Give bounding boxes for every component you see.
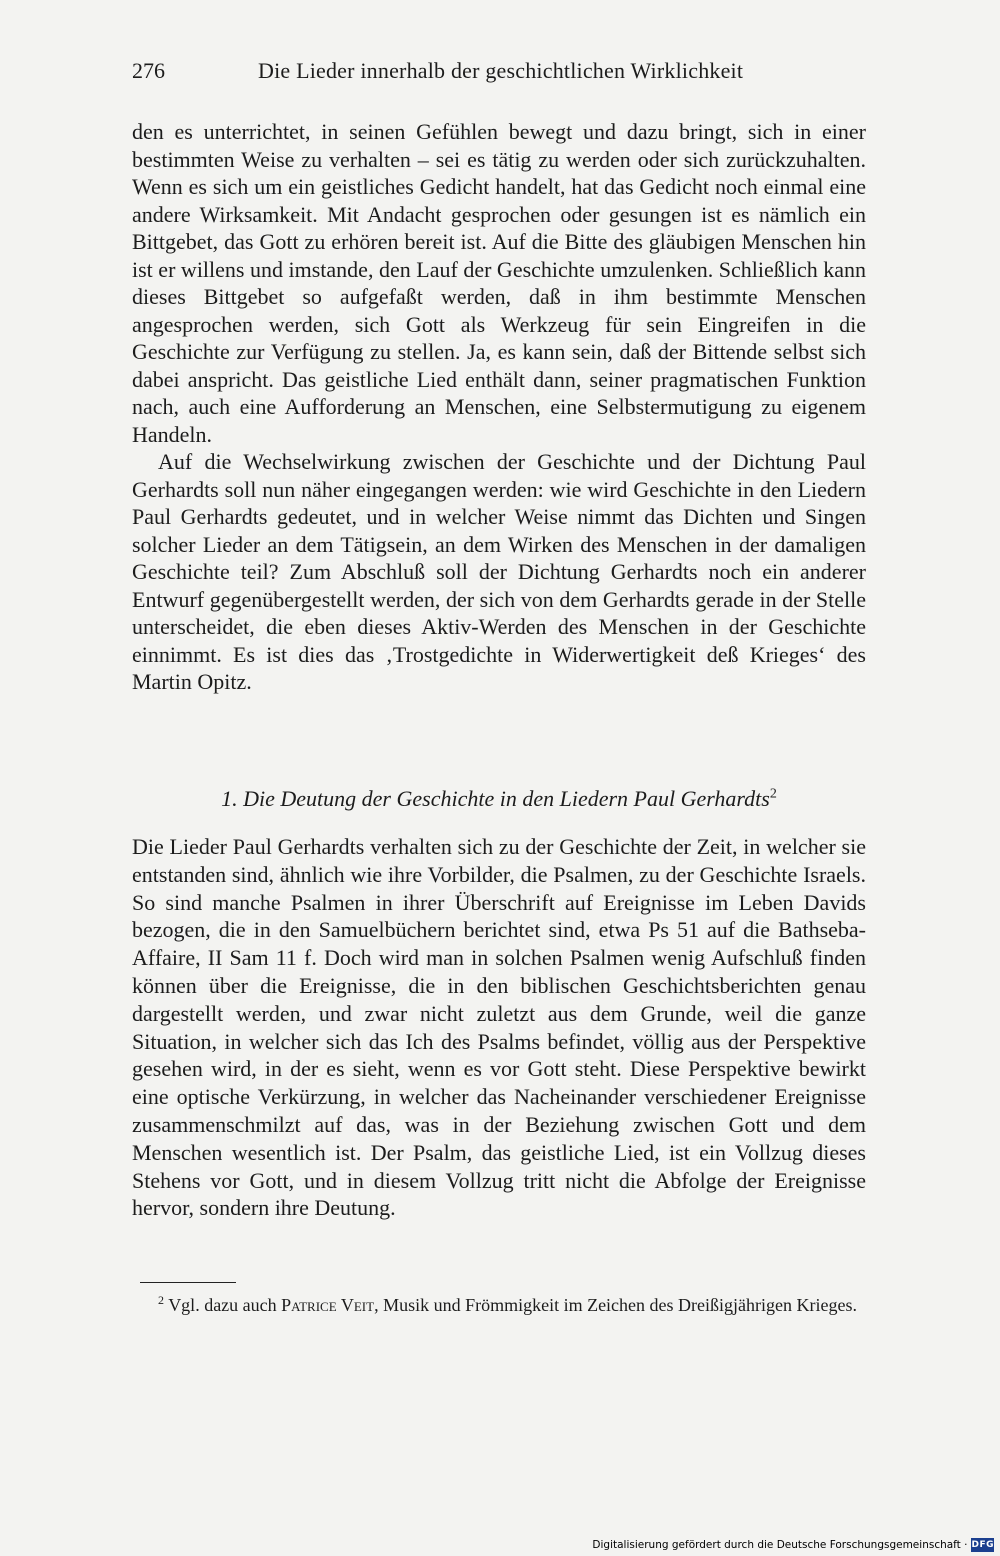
footnote xyxy=(132,1294,866,1317)
footnote-mark: 2 xyxy=(158,1293,164,1307)
footnote-prefix: Vgl. dazu auch xyxy=(168,1295,277,1315)
body-text xyxy=(132,118,866,696)
running-title: Die Lieder innerhalb der geschichtlichen Wirklichkeit xyxy=(258,58,744,83)
paragraph: Auf die Wechselwirkung zwischen der Geschichte und der Dichtung Paul Gerhardts soll nun näher eingegangen werden: wie wird Geschichte in den Liedern Paul Gerhardts gedeutet, und in welcher Weise nimmt das Dichten und Singen solcher Lieder an dem Tätigsein, an dem Wirken des Menschen in der damaligen Geschichte teil? Zum Abschluß soll der Dichtung Gerhardts noch ein anderer Entwurf gegenübergestellt werden, der sich von dem Gerhardts gerade in der Stelle unterscheidet, die eben dieses Aktiv-Werden des Menschen in der Geschichte einnimmt. Es ist dies das ‚Trostgedichte in Widerwertigkeit deß Krieges‘ des Martin Opitz. xyxy=(132,449,866,694)
section-heading-text: 1. Die Deutung der Geschichte in den Liedern Paul Gerhardts xyxy=(221,786,770,811)
paragraph: den es unterrichtet, in seinen Gefühlen bewegt und dazu bringt, sich in einer bestimmten Weise zu verhalten – sei es tätig zu werden oder sich zurückzuhalten. Wenn es sich um ein geistliches Gedicht handelt, hat das Gedicht noch einmal eine andere Wirksamkeit. Mit Andacht gesprochen oder gesungen ist es nämlich ein Bittgebet, das Gott zu erhören bereit ist. Auf die Bitte des gläubigen Menschen hin ist er willens und imstande, den Lauf der Geschichte umzulenken. Schließlich kann dieses Bittgebet so aufgefaßt werden, daß in ihm bestimmte Menschen angesprochen werden, sich Gott als Werkzeug für sein Eingreifen in die Geschichte zur Verfügung zu stellen. Ja, es kann sein, daß der Bittende selbst sich dabei anspricht. Das geistliche Lied enthält dann, seiner pragmatischen Funktion nach, auch eine Aufforderung an Menschen, eine Selbstermutigung zu eigenem Handeln. xyxy=(132,119,866,447)
page-number: 276 xyxy=(132,58,165,83)
digitization-notice xyxy=(592,1534,1000,1556)
section-heading xyxy=(132,786,866,812)
section-body xyxy=(132,833,866,1222)
footnote-rule xyxy=(140,1282,236,1283)
dfg-logo-icon: DFG xyxy=(971,1540,994,1550)
digitization-text: Digitalisierung gefördert durch die Deutsche Forschungsgemeinschaft · xyxy=(592,1539,968,1551)
footnote-reference[interactable]: 2 xyxy=(769,786,777,802)
paragraph: Die Lieder Paul Gerhardts verhalten sich zu der Geschichte der Zeit, in welcher sie entstanden sind, ähnlich wie ihre Vorbilder, die Psalmen, zu der Geschichte Israels. So sind manche Psalmen in ihrer Überschrift auf Ereignisse im Leben Davids bezogen, die in den Samuelbüchern berichtet sind, etwa Ps 51 auf die Bathseba-Affaire, II Sam 11 f. Doch wird man in solchen Psalmen wenig Aufschluß finden können über die Ereignisse, die in den biblischen Geschichtsberichten genau dargestellt werden, und zwar nicht zuletzt aus dem Grunde, weil die ganze Situation, in welcher sich das Ich des Psalms befindet, völlig aus der Perspektive gesehen wird, in der es sieht, wenn es vor Gott steht. Diese Perspektive bewirkt eine optische Verkürzung, in welcher das Nacheinander verschiedener Ereignisse zusammenschmilzt auf das, was in der Beziehung zwischen Gott und dem Menschen wesentlich ist. Der Psalm, das geistliche Lied, ist ein Vollzug dieses Stehens vor Gott, und in diesem Vollzug tritt nicht die Abfolge der Ereignisse hervor, sondern ihre Deutung. xyxy=(132,834,866,1221)
footnote-author: Patrice Veit xyxy=(281,1295,375,1315)
footnote-text: , Musik und Frömmigkeit im Zeichen des Dreißigjährigen Krieges. xyxy=(374,1295,857,1315)
